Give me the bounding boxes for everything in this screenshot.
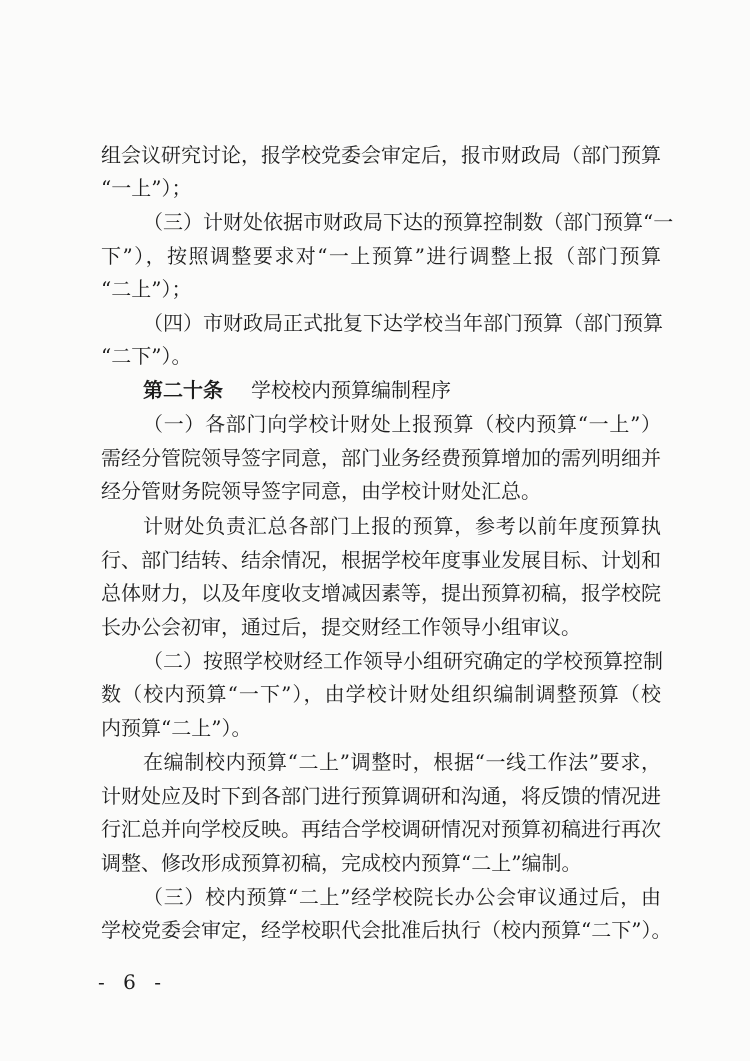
page-number: - 6 -	[98, 970, 167, 994]
text-line: 内预算“二上”）。	[101, 716, 252, 740]
text-line: 计财处负责汇总各部门上报的预算，参考以前年度预算执	[143, 514, 661, 538]
text-line: 调整、修改形成预算初稿，完成校内预算“二上”编制。	[101, 851, 582, 875]
text-line: 长办公会初审，通过后，提交财经工作领导小组审议。	[101, 615, 581, 639]
text-line: 计财处应及时下到各部门进行预算调研和沟通，将反馈的情况进	[101, 784, 661, 808]
article-title: 学校校内预算编制程序	[251, 378, 451, 402]
text-line: 需经分管院领导签字同意，部门业务经费预算增加的需列明细并	[101, 446, 661, 470]
text-line: “一上”）；	[101, 176, 192, 200]
text-line: （三）校内预算“二上”经学校院长办公会审议通过后，由	[143, 885, 661, 909]
text-line: 行汇总并向学校反映。再结合学校调研情况对预算初稿进行再次	[101, 817, 661, 841]
article-heading	[143, 373, 661, 407]
text-line: 在编制校内预算“二上”调整时，根据“一线工作法”要求，	[143, 750, 661, 774]
text-line: “二下”）。	[101, 344, 192, 368]
text-line: 数（校内预算“一下”），由学校计财处组织编制调整预算（校	[101, 682, 661, 706]
text-line: 行、部门结转、结余情况，根据学校年度事业发展目标、计划和	[101, 548, 661, 572]
text-line: 总体财力，以及年度收支增减因素等，提出预算初稿，报学校院	[101, 581, 661, 605]
text-line: “二上”）；	[101, 277, 192, 301]
text-line: （四）市财政局正式批复下达学校当年部门预算（部门预算	[143, 311, 663, 335]
text-line: 下”），按照调整要求对“一上预算”进行调整上报（部门预算	[101, 244, 661, 268]
text-line: 组会议研究讨论，报学校党委会审定后，报市财政局（部门预算	[101, 143, 661, 167]
article-number: 第二十条	[143, 378, 223, 402]
text-line: （一）各部门向学校计财处上报预算（校内预算“一上”）	[143, 412, 661, 436]
text-line: （三）计财处依据市财政局下达的预算控制数（部门预算“一	[143, 210, 674, 234]
text-line: 学校党委会审定，经学校职代会批准后执行（校内预算“二下”）。	[101, 918, 672, 942]
text-line: （二）按照学校财经工作领导小组研究确定的学校预算控制	[143, 649, 663, 673]
text-line: 经分管财务院领导签字同意，由学校计财处汇总。	[101, 479, 541, 503]
